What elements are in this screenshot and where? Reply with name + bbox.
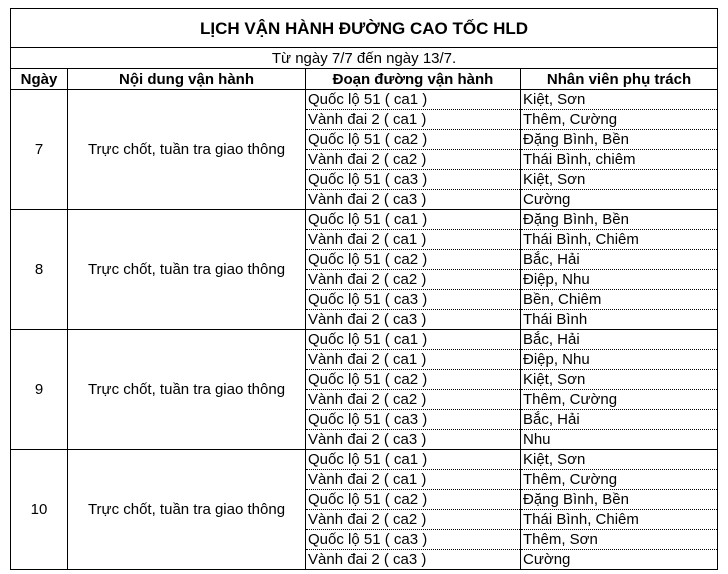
staff-cell: Bắc, Hải: [521, 410, 718, 430]
header-segment: Đoạn đường vận hành: [306, 69, 521, 90]
header-content: Nội dung vận hành: [68, 69, 306, 90]
staff-cell: Cường: [521, 550, 718, 570]
table-row: [11, 330, 718, 350]
day-cell: 7: [11, 90, 68, 210]
staff-cell: Kiệt, Sơn: [521, 370, 718, 390]
segment-cell: Quốc lộ 51 ( ca3 ): [306, 410, 521, 430]
header-day: Ngày: [11, 69, 68, 90]
staff-cell: Cường: [521, 190, 718, 210]
segment-cell: Vành đai 2 ( ca2 ): [306, 270, 521, 290]
staff-cell: Thái Bình, Chiêm: [521, 230, 718, 250]
date-range: Từ ngày 7/7 đến ngày 13/7.: [11, 48, 718, 69]
segment-cell: Vành đai 2 ( ca1 ): [306, 350, 521, 370]
segment-cell: Vành đai 2 ( ca3 ): [306, 550, 521, 570]
staff-cell: Thêm, Sơn: [521, 530, 718, 550]
day-cell: 9: [11, 330, 68, 450]
staff-cell: Đặng Bình, Bền: [521, 210, 718, 230]
segment-cell: Quốc lộ 51 ( ca1 ): [306, 90, 521, 110]
table-row: [11, 450, 718, 470]
segment-cell: Quốc lộ 51 ( ca3 ): [306, 290, 521, 310]
segment-cell: Vành đai 2 ( ca2 ): [306, 510, 521, 530]
day-cell: 10: [11, 450, 68, 570]
staff-cell: Bắc, Hải: [521, 330, 718, 350]
staff-cell: Thêm, Cường: [521, 470, 718, 490]
segment-cell: Quốc lộ 51 ( ca1 ): [306, 330, 521, 350]
content-cell: Trực chốt, tuần tra giao thông: [68, 90, 306, 210]
sheet-title: LỊCH VẬN HÀNH ĐƯỜNG CAO TỐC HLD: [11, 9, 718, 48]
schedule-table: [10, 8, 718, 570]
segment-cell: Vành đai 2 ( ca2 ): [306, 150, 521, 170]
staff-cell: Thái Bình, Chiêm: [521, 510, 718, 530]
staff-cell: Thêm, Cường: [521, 110, 718, 130]
staff-cell: Thêm, Cường: [521, 390, 718, 410]
segment-cell: Quốc lộ 51 ( ca2 ): [306, 250, 521, 270]
staff-cell: Nhu: [521, 430, 718, 450]
staff-cell: Điệp, Nhu: [521, 270, 718, 290]
content-cell: Trực chốt, tuần tra giao thông: [68, 330, 306, 450]
staff-cell: Kiệt, Sơn: [521, 450, 718, 470]
staff-cell: Kiệt, Sơn: [521, 90, 718, 110]
table-row: [11, 210, 718, 230]
segment-cell: Quốc lộ 51 ( ca2 ): [306, 130, 521, 150]
day-cell: 8: [11, 210, 68, 330]
segment-cell: Vành đai 2 ( ca1 ): [306, 470, 521, 490]
segment-cell: Vành đai 2 ( ca1 ): [306, 230, 521, 250]
segment-cell: Quốc lộ 51 ( ca1 ): [306, 450, 521, 470]
segment-cell: Quốc lộ 51 ( ca3 ): [306, 170, 521, 190]
segment-cell: Quốc lộ 51 ( ca2 ): [306, 370, 521, 390]
staff-cell: Đặng Bình, Bền: [521, 490, 718, 510]
segment-cell: Quốc lộ 51 ( ca2 ): [306, 490, 521, 510]
staff-cell: Bắc, Hải: [521, 250, 718, 270]
content-cell: Trực chốt, tuần tra giao thông: [68, 450, 306, 570]
staff-cell: Thái Bình: [521, 310, 718, 330]
segment-cell: Quốc lộ 51 ( ca3 ): [306, 530, 521, 550]
header-staff: Nhân viên phụ trách: [521, 69, 718, 90]
staff-cell: Đặng Bình, Bền: [521, 130, 718, 150]
table-row: [11, 90, 718, 110]
segment-cell: Vành đai 2 ( ca1 ): [306, 110, 521, 130]
segment-cell: Vành đai 2 ( ca3 ): [306, 430, 521, 450]
staff-cell: Kiệt, Sơn: [521, 170, 718, 190]
segment-cell: Quốc lộ 51 ( ca1 ): [306, 210, 521, 230]
content-cell: Trực chốt, tuần tra giao thông: [68, 210, 306, 330]
staff-cell: Thái Bình, chiêm: [521, 150, 718, 170]
segment-cell: Vành đai 2 ( ca3 ): [306, 190, 521, 210]
staff-cell: Bền, Chiêm: [521, 290, 718, 310]
schedule-sheet: [10, 8, 718, 570]
segment-cell: Vành đai 2 ( ca2 ): [306, 390, 521, 410]
segment-cell: Vành đai 2 ( ca3 ): [306, 310, 521, 330]
staff-cell: Điệp, Nhu: [521, 350, 718, 370]
